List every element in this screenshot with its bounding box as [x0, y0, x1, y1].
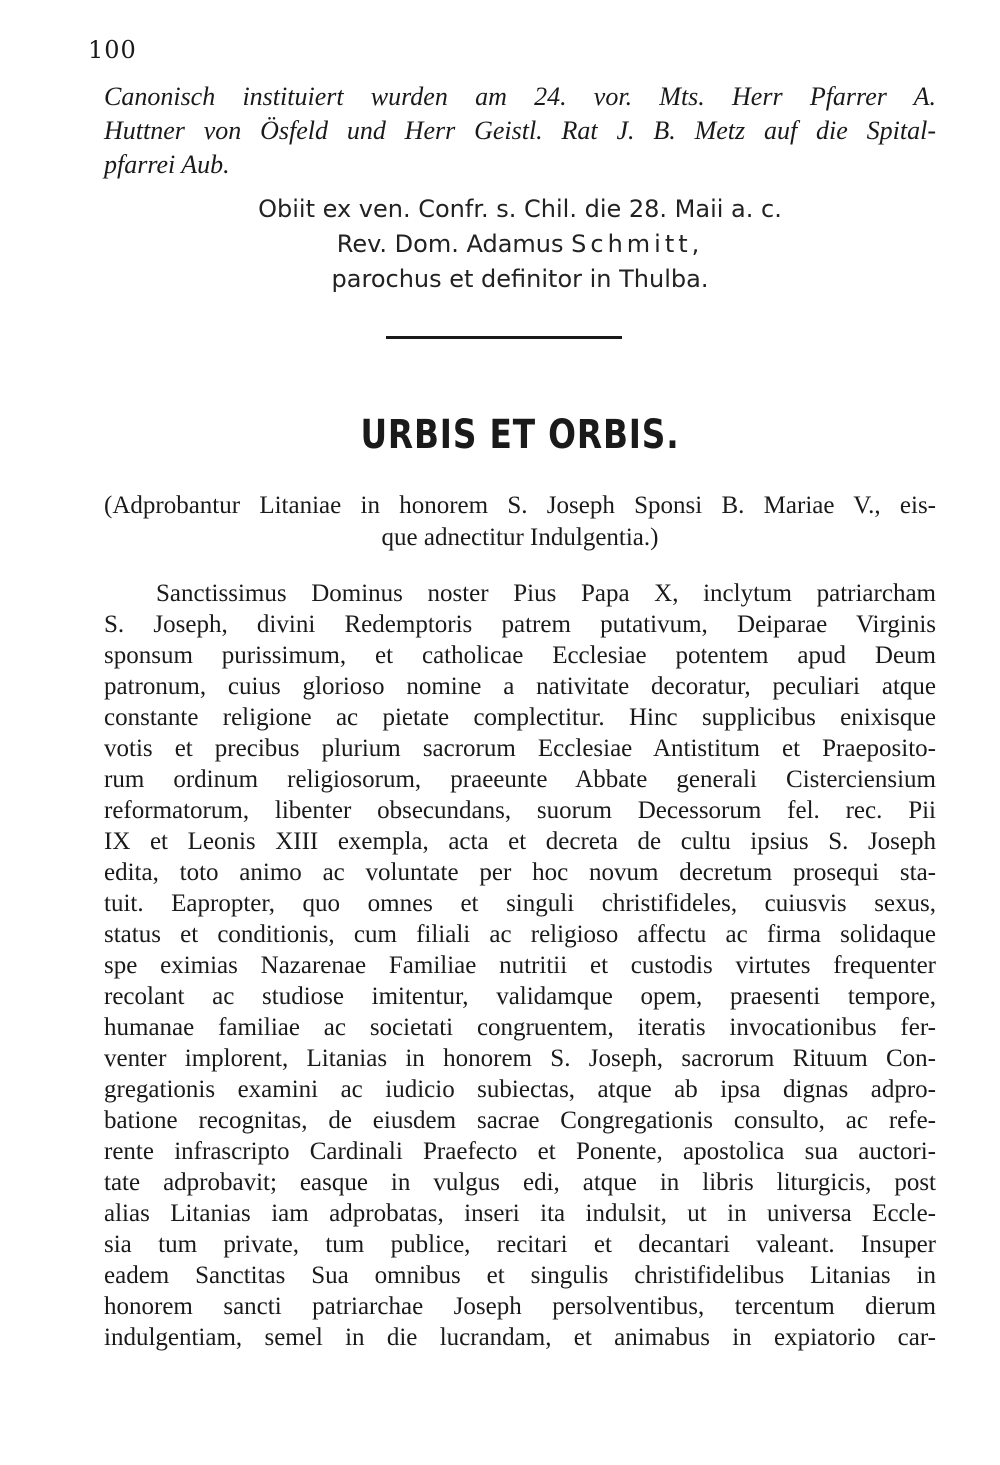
body-text	[104, 578, 936, 1353]
body-line: indulgentiam, semel in die lucrandam, et animabus in expiatorio car-	[104, 1324, 936, 1351]
body-line: sponsum purissimum, et catholicae Ecclesiae potentem apud Deum	[104, 642, 936, 669]
obituary-surname: Schmitt,	[571, 230, 704, 258]
subtitle-line: que adnectitur Indulgentia.)	[381, 524, 659, 551]
body-line: rente infrascripto Cardinali Praefecto et Ponente, apostolica sua auctori-	[104, 1138, 936, 1165]
obituary-line: parochus et definitor in Thulba.	[331, 265, 709, 293]
body-line: venter implorent, Litanias in honorem S. Joseph, sacrorum Rituum Con-	[104, 1045, 936, 1072]
body-line: alias Litanias iam adprobatas, inseri ita indulsit, ut in universa Eccle-	[104, 1200, 936, 1227]
subtitle-line: (Adprobantur Litaniae in honorem S. Joseph Sponsi B. Mariae V., eis-	[104, 492, 936, 519]
body-line: S. Joseph, divini Redemptoris patrem putativum, Deiparae Virginis	[104, 611, 936, 638]
obituary-line: Obiit ex ven. Confr. s. Chil. die 28. Maii a. c.	[258, 195, 782, 223]
body-line: gregationis examini ac iudicio subiectas, atque ab ipsa dignas adpro-	[104, 1076, 936, 1103]
body-line: humanae familiae ac societati congruentem, iteratis invocationibus fer-	[104, 1014, 936, 1041]
body-line: IX et Leonis XIII exempla, acta et decreta de cultu ipsius S. Joseph	[104, 828, 936, 855]
obituary-line	[0, 227, 1000, 262]
fraktur-paragraph	[104, 80, 936, 182]
body-line: batione recognitas, de eiusdem sacrae Congregationis consulto, ac refe-	[104, 1107, 936, 1134]
body-line: honorem sancti patriarchae Joseph persolventibus, tercentum dierum	[104, 1293, 936, 1320]
body-line: reformatorum, libenter obsecundans, suorum Decessorum fel. rec. Pii	[104, 797, 936, 824]
obituary-notice	[0, 192, 1000, 297]
section-title: URBIS ET ORBIS.	[360, 412, 680, 458]
body-line: sia tum private, tum publice, recitari et decantari valeant. Insuper	[104, 1231, 936, 1258]
body-line: recolant ac studiose imitentur, validamque opem, praesenti tempore,	[104, 983, 936, 1010]
fraktur-line: Huttner von Ösfeld und Herr Geistl. Rat J. B. Metz auf die Spital-	[104, 116, 936, 145]
body-line: eadem Sanctitas Sua omnibus et singulis christifidelibus Litanias in	[104, 1262, 936, 1289]
body-line: status et conditionis, cum filiali ac religioso affectu ac firma solidaque	[104, 921, 936, 948]
page-number: 100	[88, 36, 137, 64]
fraktur-line: Canonisch instituiert wurden am 24. vor. Mts. Herr Pfarrer A.	[104, 82, 936, 111]
obituary-title: Rev. Dom. Adamus	[336, 230, 572, 258]
body-line: Sanctissimus Dominus noster Pius Papa X, inclytum patriarcham	[156, 580, 936, 607]
section-subtitle	[104, 490, 936, 554]
fraktur-line: pfarrei Aub.	[104, 150, 230, 179]
body-line: tuit. Eapropter, quo omnes et singuli christifideles, cuiusvis sexus,	[104, 890, 936, 917]
section-divider	[386, 336, 622, 339]
body-line: patronum, cuius glorioso nomine a nativitate decoratur, peculiari atque	[104, 673, 936, 700]
body-line: votis et precibus plurium sacrorum Ecclesiae Antistitum et Praeposito-	[104, 735, 936, 762]
body-line: spe eximias Nazarenae Familiae nutritii et custodis virtutes frequenter	[104, 952, 936, 979]
body-line: constante religione ac pietate complectitur. Hinc supplicibus enixisque	[104, 704, 936, 731]
body-line: rum ordinum religiosorum, praeeunte Abbate generali Cisterciensium	[104, 766, 936, 793]
body-line: tate adprobavit; easque in vulgus edi, atque in libris liturgicis, post	[104, 1169, 936, 1196]
body-line: edita, toto animo ac voluntate per hoc novum decretum prosequi sta-	[104, 859, 936, 886]
